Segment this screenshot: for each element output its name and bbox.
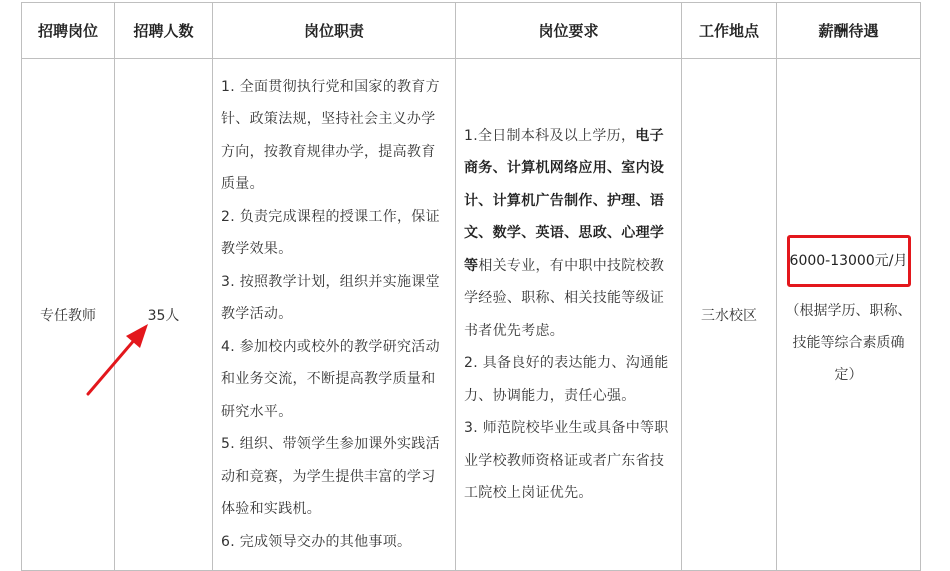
requirement-item: 3. 师范院校毕业生或具备中等职业学校教师资格证或者广东省技工院校上岗证优先。 — [464, 420, 669, 501]
requirement-suffix: 相关专业，有中职中技院校教学经验、职称、相关技能等级证书者优先考虑。 — [464, 257, 665, 339]
salary-amount-highlight: 6000-13000元/月 — [787, 235, 911, 287]
cell-salary — [777, 59, 921, 571]
cell-location: 三水校区 — [682, 59, 777, 571]
cell-requirements — [456, 59, 682, 571]
requirement-item — [464, 120, 673, 348]
table-row — [22, 59, 921, 571]
duty-item: 4. 参加校内或校外的教学研究活动和业务交流，不断提高教学质量和研究水平。 — [221, 338, 440, 420]
red-arrow-annotation — [80, 320, 160, 400]
duty-item: 1. 全面贯彻执行党和国家的教育方针、政策法规，坚持社会主义办学方向，按教育规律办学，提高教育质量。 — [221, 78, 440, 193]
duty-item: 5. 组织、带领学生参加课外实践活动和竞赛，为学生提供丰富的学习体验和实践机。 — [221, 436, 440, 518]
recruitment-table — [21, 2, 921, 571]
header-row — [22, 3, 921, 59]
duty-item: 2. 负责完成课程的授课工作，保证教学效果。 — [221, 208, 440, 258]
header-salary: 薪酬待遇 — [777, 3, 921, 59]
header-location: 工作地点 — [682, 3, 777, 59]
header-requirements: 岗位要求 — [456, 3, 682, 59]
duty-item: 6. 完成领导交办的其他事项。 — [221, 533, 412, 550]
header-duties: 岗位职责 — [213, 3, 456, 59]
requirement-item: 2. 具备良好的表达能力、沟通能力、协调能力，责任心强。 — [464, 355, 669, 404]
salary-note: （根据学历、职称、技能等综合素质确定） — [785, 302, 912, 383]
requirement-prefix: 1.全日制本科及以上学历， — [464, 127, 636, 144]
cell-duties — [213, 59, 456, 571]
cell-count: 35人 — [115, 59, 213, 571]
header-position: 招聘岗位 — [22, 3, 115, 59]
header-count: 招聘人数 — [115, 3, 213, 59]
cell-position: 专任教师 — [22, 59, 115, 571]
duty-item: 3. 按照教学计划，组织并实施课堂教学活动。 — [221, 273, 440, 323]
requirement-majors: 电子商务、计算机网络应用、室内设计、计算机广告制作、护理、语文、数学、英语、思政、心理学等 — [464, 127, 665, 274]
